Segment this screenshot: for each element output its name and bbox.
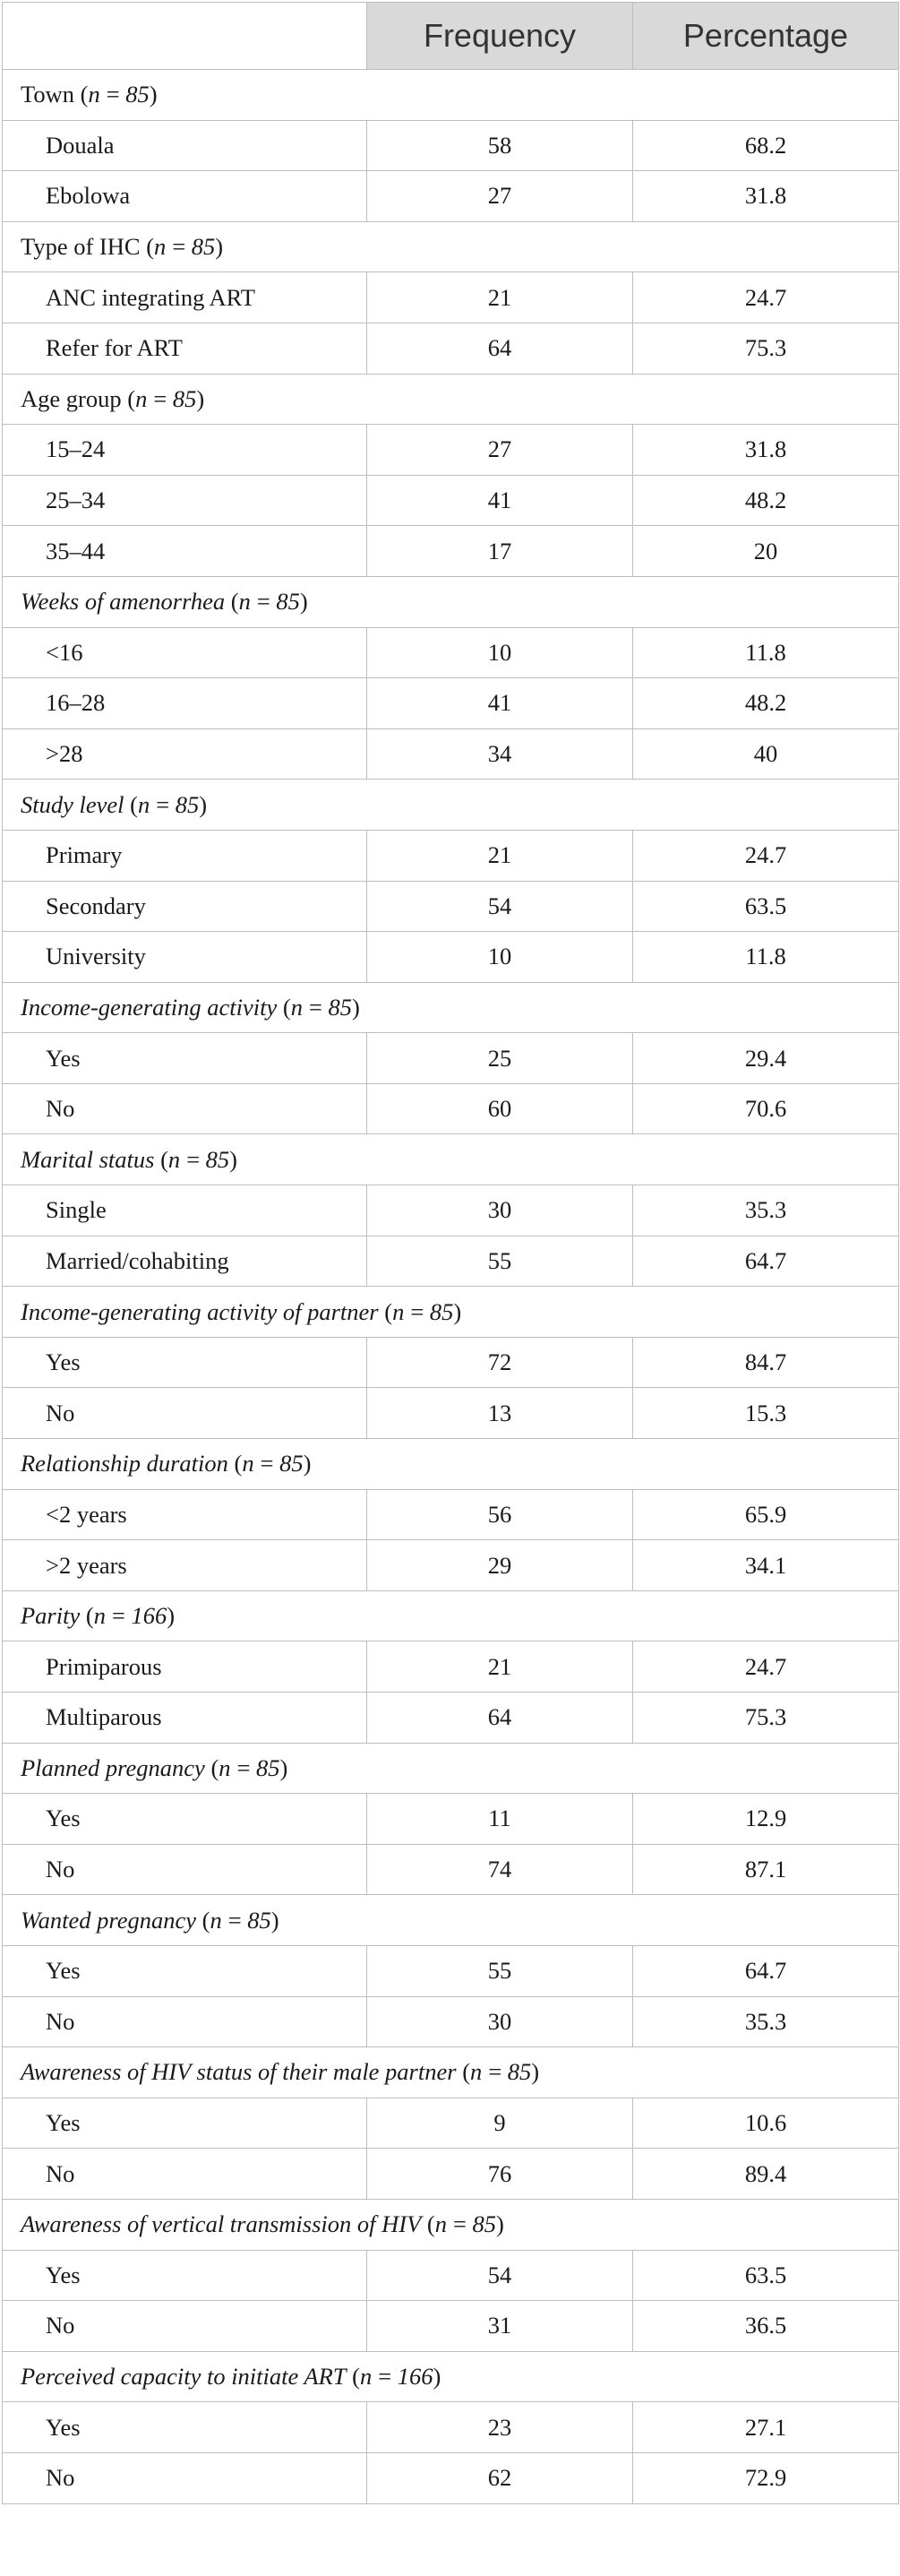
percentage-cell: 27.1 xyxy=(633,2402,899,2453)
sample-size-n: n xyxy=(392,1297,405,1325)
percentage-cell: 64.7 xyxy=(633,1236,899,1287)
sample-size-value: 85 xyxy=(256,1753,280,1781)
frequency-cell: 34 xyxy=(367,728,633,780)
sample-size-n: n xyxy=(88,81,100,108)
row-label: Douala xyxy=(3,120,367,171)
section-label: Weeks of amenorrhea (n = 85) xyxy=(3,576,899,627)
table-row xyxy=(3,323,899,374)
row-label: Yes xyxy=(3,2098,367,2149)
row-label: Yes xyxy=(3,1794,367,1845)
sample-size-n: n xyxy=(93,1602,106,1630)
frequency-cell: 11 xyxy=(367,1794,633,1845)
sample-size-value: 85 xyxy=(472,2210,496,2238)
percentage-cell: 48.2 xyxy=(633,475,899,526)
frequency-cell: 72 xyxy=(367,1337,633,1388)
section-row xyxy=(3,1439,899,1490)
table-row xyxy=(3,1388,899,1439)
frequency-cell: 17 xyxy=(367,526,633,577)
frequency-cell: 58 xyxy=(367,120,633,171)
table-body xyxy=(3,70,899,2504)
sample-size-value: 85 xyxy=(507,2058,532,2086)
frequency-cell: 55 xyxy=(367,1236,633,1287)
table-row xyxy=(3,1083,899,1134)
table-row xyxy=(3,830,899,881)
frequency-cell: 10 xyxy=(367,932,633,983)
frequency-cell: 27 xyxy=(367,425,633,476)
row-label: Married/cohabiting xyxy=(3,1236,367,1287)
sample-size-n: n xyxy=(219,1753,231,1781)
row-label: No xyxy=(3,1996,367,2047)
section-label: Income-generating activity (n = 85) xyxy=(3,982,899,1033)
percentage-cell: 24.7 xyxy=(633,272,899,323)
table-row xyxy=(3,627,899,678)
frequency-cell: 55 xyxy=(367,1945,633,1996)
frequency-cell: 30 xyxy=(367,1185,633,1236)
section-label: Age group (n = 85) xyxy=(3,374,899,425)
percentage-cell: 24.7 xyxy=(633,1641,899,1693)
table-row xyxy=(3,2301,899,2352)
header-row xyxy=(3,3,899,70)
frequency-cell: 29 xyxy=(367,1540,633,1591)
table-row xyxy=(3,1337,899,1388)
section-row xyxy=(3,2047,899,2098)
row-label: Primary xyxy=(3,830,367,881)
table-row xyxy=(3,1996,899,2047)
section-label: Wanted pregnancy (n = 85) xyxy=(3,1895,899,1946)
percentage-cell: 20 xyxy=(633,526,899,577)
section-label: Awareness of HIV status of their male partner (n = 85) xyxy=(3,2047,899,2098)
percentage-cell: 65.9 xyxy=(633,1489,899,1540)
sample-size-value: 85 xyxy=(172,384,197,412)
section-title: Marital status xyxy=(21,1145,155,1173)
section-title: Relationship duration xyxy=(21,1450,228,1478)
frequency-cell: 27 xyxy=(367,171,633,222)
percentage-cell: 63.5 xyxy=(633,2250,899,2301)
sample-size-n: n xyxy=(290,993,303,1021)
sample-size-value: 85 xyxy=(191,233,216,261)
percentage-cell: 75.3 xyxy=(633,1693,899,1744)
frequency-cell: 9 xyxy=(367,2098,633,2149)
section-row xyxy=(3,1743,899,1794)
percentage-cell: 29.4 xyxy=(633,1033,899,1084)
row-label: No xyxy=(3,2149,367,2200)
section-label: Town (n = 85) xyxy=(3,70,899,121)
table-row xyxy=(3,1641,899,1693)
sample-size-value: 166 xyxy=(131,1602,167,1630)
row-label: ˃2 years xyxy=(3,1540,367,1591)
sample-size-n: n xyxy=(242,1450,254,1478)
row-label: No xyxy=(3,2301,367,2352)
percentage-cell: 35.3 xyxy=(633,1185,899,1236)
section-row xyxy=(3,576,899,627)
percentage-cell: 64.7 xyxy=(633,1945,899,1996)
section-title: Awareness of vertical transmission of HIV xyxy=(21,2210,422,2238)
section-label: Relationship duration (n = 85) xyxy=(3,1439,899,1490)
table-row xyxy=(3,2402,899,2453)
percentage-cell: 11.8 xyxy=(633,627,899,678)
frequency-cell: 54 xyxy=(367,2250,633,2301)
percentage-cell: 12.9 xyxy=(633,1794,899,1845)
row-label: No xyxy=(3,2452,367,2503)
section-row xyxy=(3,374,899,425)
frequency-cell: 21 xyxy=(367,272,633,323)
header-frequency: Frequency xyxy=(367,3,633,70)
section-label: Income-generating activity of partner (n = 85) xyxy=(3,1287,899,1338)
row-label: 25–34 xyxy=(3,475,367,526)
table-row xyxy=(3,1844,899,1895)
sample-size-value: 85 xyxy=(247,1906,271,1934)
table-row xyxy=(3,120,899,171)
table-row xyxy=(3,1693,899,1744)
percentage-cell: 36.5 xyxy=(633,2301,899,2352)
percentage-cell: 24.7 xyxy=(633,830,899,881)
sample-size-value: 85 xyxy=(429,1297,454,1325)
table-row xyxy=(3,526,899,577)
frequency-cell: 23 xyxy=(367,2402,633,2453)
sample-size-value: 166 xyxy=(397,2363,433,2391)
row-label: Yes xyxy=(3,2250,367,2301)
frequency-cell: 64 xyxy=(367,1693,633,1744)
section-title: Weeks of amenorrhea xyxy=(21,588,226,616)
section-label: Type of IHC (n = 85) xyxy=(3,221,899,272)
row-label: Single xyxy=(3,1185,367,1236)
sample-size-value: 85 xyxy=(205,1145,230,1173)
table-row xyxy=(3,1033,899,1084)
header-percentage: Percentage xyxy=(633,3,899,70)
sample-size-value: 85 xyxy=(276,588,300,616)
sample-size-n: n xyxy=(135,384,148,412)
section-title: Parity xyxy=(21,1602,81,1630)
section-title: Perceived capacity to initiate ART xyxy=(21,2363,347,2391)
sample-size-n: n xyxy=(210,1906,222,1934)
frequency-cell: 64 xyxy=(367,323,633,374)
percentage-cell: 89.4 xyxy=(633,2149,899,2200)
section-row xyxy=(3,70,899,121)
table-row xyxy=(3,272,899,323)
section-label: Parity (n = 166) xyxy=(3,1590,899,1641)
sample-size-n: n xyxy=(154,233,167,261)
section-label: Awareness of vertical transmission of HIV (n = 85) xyxy=(3,2199,899,2250)
row-label: Secondary xyxy=(3,881,367,932)
row-label: <16 xyxy=(3,627,367,678)
sample-size-n: n xyxy=(238,588,251,616)
header-empty xyxy=(3,3,367,70)
table-row xyxy=(3,2098,899,2149)
table-row xyxy=(3,1945,899,1996)
section-title: Wanted pregnancy xyxy=(21,1906,197,1934)
frequency-cell: 56 xyxy=(367,1489,633,1540)
sample-size-value: 85 xyxy=(328,993,352,1021)
section-label: Perceived capacity to initiate ART (n = 166) xyxy=(3,2351,899,2402)
frequency-cell: 41 xyxy=(367,678,633,729)
sample-size-n: n xyxy=(167,1145,181,1173)
percentage-cell: 11.8 xyxy=(633,932,899,983)
table-row xyxy=(3,728,899,780)
frequency-cell: 30 xyxy=(367,1996,633,2047)
row-label: No xyxy=(3,1388,367,1439)
percentage-cell: 70.6 xyxy=(633,1083,899,1134)
percentage-cell: 72.9 xyxy=(633,2452,899,2503)
table-row xyxy=(3,2452,899,2503)
section-row xyxy=(3,221,899,272)
section-label: Marital status (n = 85) xyxy=(3,1134,899,1185)
frequency-cell: 41 xyxy=(367,475,633,526)
sample-size-value: 85 xyxy=(125,81,150,108)
table-row xyxy=(3,475,899,526)
sample-size-n: n xyxy=(434,2210,447,2238)
table-row xyxy=(3,1489,899,1540)
percentage-cell: 63.5 xyxy=(633,881,899,932)
frequency-cell: 74 xyxy=(367,1844,633,1895)
section-title: Study level xyxy=(21,790,124,818)
percentage-cell: 48.2 xyxy=(633,678,899,729)
percentage-cell: 15.3 xyxy=(633,1388,899,1439)
row-label: No xyxy=(3,1844,367,1895)
row-label: Refer for ART xyxy=(3,323,367,374)
table-row xyxy=(3,881,899,932)
table-row xyxy=(3,1794,899,1845)
section-row xyxy=(3,982,899,1033)
frequency-cell: 60 xyxy=(367,1083,633,1134)
section-label: Planned pregnancy (n = 85) xyxy=(3,1743,899,1794)
row-label: Yes xyxy=(3,1945,367,1996)
row-label: Primiparous xyxy=(3,1641,367,1693)
section-row xyxy=(3,2199,899,2250)
row-label: Yes xyxy=(3,2402,367,2453)
row-label: Yes xyxy=(3,1337,367,1388)
percentage-cell: 10.6 xyxy=(633,2098,899,2149)
percentage-cell: 84.7 xyxy=(633,1337,899,1388)
frequency-cell: 21 xyxy=(367,830,633,881)
row-label: <2 years xyxy=(3,1489,367,1540)
table-row xyxy=(3,932,899,983)
percentage-cell: 40 xyxy=(633,728,899,780)
table-row xyxy=(3,678,899,729)
section-title: Awareness of HIV status of their male partner xyxy=(21,2058,457,2086)
frequency-cell: 62 xyxy=(367,2452,633,2503)
table-row xyxy=(3,1185,899,1236)
data-table xyxy=(2,2,899,2504)
section-title: Income-generating activity of partner xyxy=(21,1297,379,1325)
row-label: Yes xyxy=(3,1033,367,1084)
frequency-cell: 76 xyxy=(367,2149,633,2200)
section-row xyxy=(3,1134,899,1185)
section-row xyxy=(3,780,899,831)
table-row xyxy=(3,171,899,222)
section-title: Planned pregnancy xyxy=(21,1753,205,1781)
row-label: 35–44 xyxy=(3,526,367,577)
table-row xyxy=(3,1236,899,1287)
sample-size-value: 85 xyxy=(175,790,200,818)
row-label: ANC integrating ART xyxy=(3,272,367,323)
percentage-cell: 75.3 xyxy=(633,323,899,374)
row-label: No xyxy=(3,1083,367,1134)
frequency-cell: 54 xyxy=(367,881,633,932)
percentage-cell: 31.8 xyxy=(633,171,899,222)
sample-size-n: n xyxy=(470,2058,483,2086)
percentage-cell: 31.8 xyxy=(633,425,899,476)
sample-size-value: 85 xyxy=(279,1450,304,1478)
frequency-cell: 21 xyxy=(367,1641,633,1693)
sample-size-n: n xyxy=(359,2363,373,2391)
table-row xyxy=(3,1540,899,1591)
table-row xyxy=(3,2149,899,2200)
percentage-cell: 87.1 xyxy=(633,1844,899,1895)
frequency-cell: 25 xyxy=(367,1033,633,1084)
row-label: 15–24 xyxy=(3,425,367,476)
sample-size-n: n xyxy=(137,790,150,818)
section-title: Town xyxy=(21,81,74,108)
percentage-cell: 35.3 xyxy=(633,1996,899,2047)
row-label: University xyxy=(3,932,367,983)
section-title: Income-generating activity xyxy=(21,993,278,1021)
section-row xyxy=(3,1590,899,1641)
row-label: Ebolowa xyxy=(3,171,367,222)
section-title: Age group xyxy=(21,384,122,412)
table-row xyxy=(3,2250,899,2301)
row-label: 16–28 xyxy=(3,678,367,729)
frequency-cell: 31 xyxy=(367,2301,633,2352)
section-title: Type of IHC xyxy=(21,233,141,261)
table-row xyxy=(3,425,899,476)
percentage-cell: 68.2 xyxy=(633,120,899,171)
section-row xyxy=(3,1287,899,1338)
frequency-cell: 10 xyxy=(367,627,633,678)
frequency-cell: 13 xyxy=(367,1388,633,1439)
row-label: ˃28 xyxy=(3,728,367,780)
row-label: Multiparous xyxy=(3,1693,367,1744)
section-row xyxy=(3,2351,899,2402)
section-label: Study level (n = 85) xyxy=(3,780,899,831)
section-row xyxy=(3,1895,899,1946)
percentage-cell: 34.1 xyxy=(633,1540,899,1591)
